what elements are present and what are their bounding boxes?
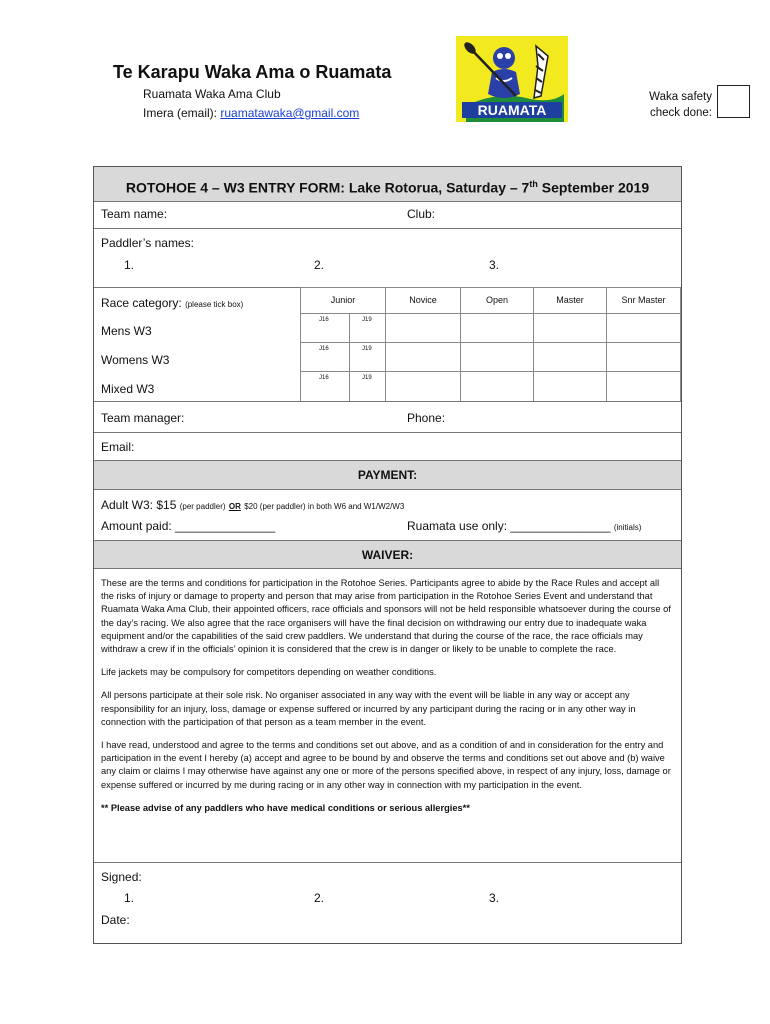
tick-mens-j16[interactable]: J16	[300, 313, 350, 343]
category-womens: Womens W3	[101, 353, 170, 367]
club-name: Ruamata Waka Ama Club	[143, 87, 281, 101]
signature-3: 3.	[489, 891, 500, 905]
safety-line-2: check done:	[649, 107, 712, 119]
signed-label: Signed:	[101, 870, 142, 884]
col-open-label: Open	[485, 295, 509, 305]
paddler-3: 3.	[489, 258, 500, 272]
waiver-text	[101, 577, 673, 825]
club-title: Te Karapu Waka Ama o Ruamata	[113, 62, 392, 82]
tick-womens-snr-master[interactable]	[606, 342, 681, 372]
club-label: Club:	[407, 207, 436, 221]
waiver-title: WAIVER:	[361, 548, 414, 562]
tick-mens-snr-master[interactable]	[606, 313, 681, 343]
col-snr-master-label: Snr Master	[621, 295, 666, 305]
tick-mixed-j19[interactable]: J19	[349, 371, 386, 402]
tick-mixed-open[interactable]	[460, 371, 534, 402]
safety-check-box[interactable]	[717, 85, 750, 118]
entry-form	[93, 166, 682, 944]
payment-title: PAYMENT:	[357, 468, 418, 482]
adult-fee-line: Adult W3: $15 (per paddler) OR $20 (per paddler) in both W6 and W1/W2/W3	[101, 498, 405, 512]
tick-mixed-novice[interactable]	[385, 371, 461, 402]
logo-text: RUAMATA	[477, 102, 547, 118]
race-category-label: Race category: (please tick box)	[101, 296, 244, 310]
tick-womens-open[interactable]	[460, 342, 534, 372]
paddlers-label: Paddler’s names:	[101, 236, 194, 250]
email-label: Imera (email):	[143, 106, 218, 120]
col-novice-label: Novice	[409, 295, 437, 305]
tick-mens-j19[interactable]: J19	[349, 313, 386, 343]
medical-note: ** Please advise of any paddlers who have medical conditions or serious allergies**	[101, 802, 470, 813]
email-link[interactable]: ruamatawaka@gmail.com	[220, 106, 360, 120]
tick-mixed-master[interactable]	[533, 371, 607, 402]
tick-mens-master[interactable]	[533, 313, 607, 343]
paddler-2: 2.	[314, 258, 325, 272]
phone-label: Phone:	[407, 411, 446, 425]
waiver-paragraph-2: Life jackets may be compulsory for competitors depending on weather conditions.	[101, 667, 437, 678]
tick-mens-novice[interactable]	[385, 313, 461, 343]
amount-paid-label: Amount paid: _______________	[101, 519, 276, 533]
signature-2: 2.	[314, 891, 325, 905]
tick-womens-master[interactable]	[533, 342, 607, 372]
signature-1: 1.	[124, 891, 135, 905]
tick-mixed-snr-master[interactable]	[606, 371, 681, 402]
date-label: Date:	[101, 913, 130, 927]
paddler-1: 1.	[124, 258, 135, 272]
tick-womens-j19[interactable]: J19	[349, 342, 386, 372]
tick-womens-j16[interactable]: J16	[300, 342, 350, 372]
waiver-paragraph-4: I have read, understood and agree to the terms and conditions set out above, and as a condition of and in consideration for the entry and participation in the event I hereby (a) accept and agree to be bound by and observe the terms and conditions set out above and (b) waive any claim or claims I may otherwise have against any one or more of the persons specified above, in respect of any injury, loss, damage or expense suffered or incurred by me during racing or in any other way in connection with my participation in the event.	[101, 740, 671, 790]
team-manager-label: Team manager:	[101, 411, 185, 425]
tick-mixed-j16[interactable]: J16	[300, 371, 350, 402]
ruamata-use-line: Ruamata use only: _______________ (initials)	[407, 519, 642, 533]
team-name-label: Team name:	[101, 207, 168, 221]
tick-womens-novice[interactable]	[385, 342, 461, 372]
waiver-paragraph-3: All persons participate at their sole risk. No organiser associated in any way with the event will be liable in any way or accept any responsibility for an injury, loss, damage or expense suffered or incurred by any participant during the racing or in any other way in connection with the participation of that person as a team member in the event.	[101, 690, 636, 727]
category-mens: Mens W3	[101, 324, 152, 338]
email-field-label: Email:	[101, 440, 135, 454]
safety-label	[640, 89, 712, 121]
form-title: ROTOHOE 4 – W3 ENTRY FORM: Lake Rotorua, Saturday – 7th September 2019	[125, 179, 650, 196]
col-junior-label: Junior	[330, 295, 356, 305]
club-email-line	[143, 106, 359, 120]
ruamata-logo	[456, 36, 568, 122]
waiver-paragraph-1: These are the terms and conditions for participation in the Rotohoe Series. Participants agree to abide by the Race Rules and accept all the risks of injury or damage to property and person that may arise from participation in the Rotohoe Series Event and understand that Ruamata Waka Ama Club, their appointed officers, race officials and sponsors will not be held responsible whatsoever during the course of the day’s racing. We also agree that the race organisers will have the final decision on withdrawing our entry due to inadequate waka equipment and/or the capabilities of the said crew paddlers. We understand that during the course of the race, the race officials may withdraw a crew if in the officials’ opinion it is considered that the crew is in danger or likely to be unable to complete the race.	[101, 578, 671, 655]
tick-mens-open[interactable]	[460, 313, 534, 343]
safety-line-1: Waka safety	[649, 91, 712, 103]
col-master-label: Master	[556, 295, 584, 305]
category-mixed: Mixed W3	[101, 382, 155, 396]
